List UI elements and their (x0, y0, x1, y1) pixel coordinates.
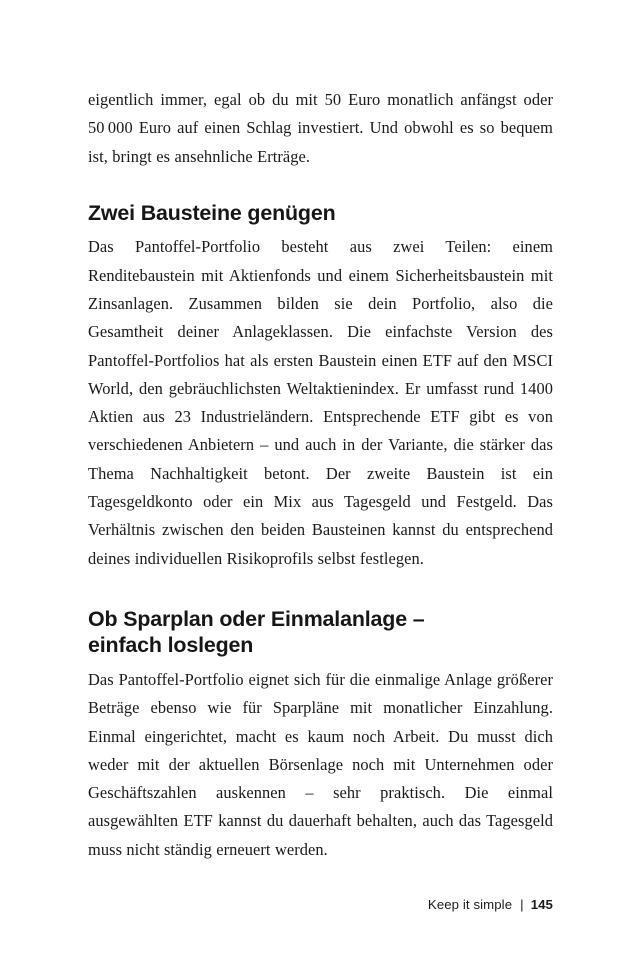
section-heading-line-two: einfach loslegen (88, 633, 254, 658)
footer-separator: | (520, 897, 524, 912)
section-body-zwei-bausteine: Das Pantoffel-Portfolio besteht aus zwei Teilen: einem Renditebaustein mit Aktienfonds und einem Sicherheitsbaustein mit Zinsanlagen. Zusammen bilden sie dein Portfolio, also die Gesamtheit deiner Anlageklassen. Die einfachste Version des Pantoffel-Portfolios hat als ersten Baustein einen ETF auf den MSCI World, den gebräuchlichsten Weltaktienindex. Er umfasst rund 1400 Aktien aus 23 Industrieländern. Entsprechende ETF gibt es von verschiedenen Anbietern – und auch in der Variante, die stärker das Thema Nachhaltigkeit betont. Der zweite Baustein ist ein Tagesgeldkonto oder ein Mix aus Tagesgeld und Festgeld. Das Verhältnis zwischen den beiden Bausteinen kannst du entsprechend deines individuellen Risikoprofils selbst festlegen. (88, 237, 553, 568)
footer-page-number: 145 (530, 897, 553, 912)
footer-chapter-label: Keep it simple (427, 897, 513, 912)
section-heading-ob-sparplan (88, 606, 553, 659)
section-body-ob-sparplan: Das Pantoffel-Portfolio eignet sich für die einmalige Anlage größerer Beträge ebenso wie für Sparpläne mit monatlicher Einzahlung. Einmal eingerichtet, macht es kaum noch Arbeit. Du musst dich weder mit der aktuellen Börsenlage noch mit Unternehmen oder Geschäftszahlen auskennen – sehr praktisch. Die einmal ausgewählten ETF kannst du dauerhaft behalten, auch das Tagesgeld muss nicht ständig erneuert werden. (88, 669, 553, 859)
spacer-before-heading-one (88, 171, 553, 200)
spacer-after-heading-two (88, 659, 553, 666)
section-heading-line-one: Ob Sparplan oder Einmalanlage – (88, 606, 425, 631)
continued-paragraph: eigentlich immer, egal ob du mit 50 Euro monatlich anfängst oder 50 000 Euro auf einen Schlag investiert. Und obwohl es so bequem ist, bringt es ansehnliche Erträge. (88, 90, 553, 166)
spacer-after-heading-one (88, 226, 553, 233)
section-heading-zwei-bausteine: Zwei Bausteine genügen (88, 200, 336, 225)
page-content (88, 86, 553, 864)
spacer-before-heading-two (88, 573, 553, 606)
page-footer (428, 897, 553, 913)
